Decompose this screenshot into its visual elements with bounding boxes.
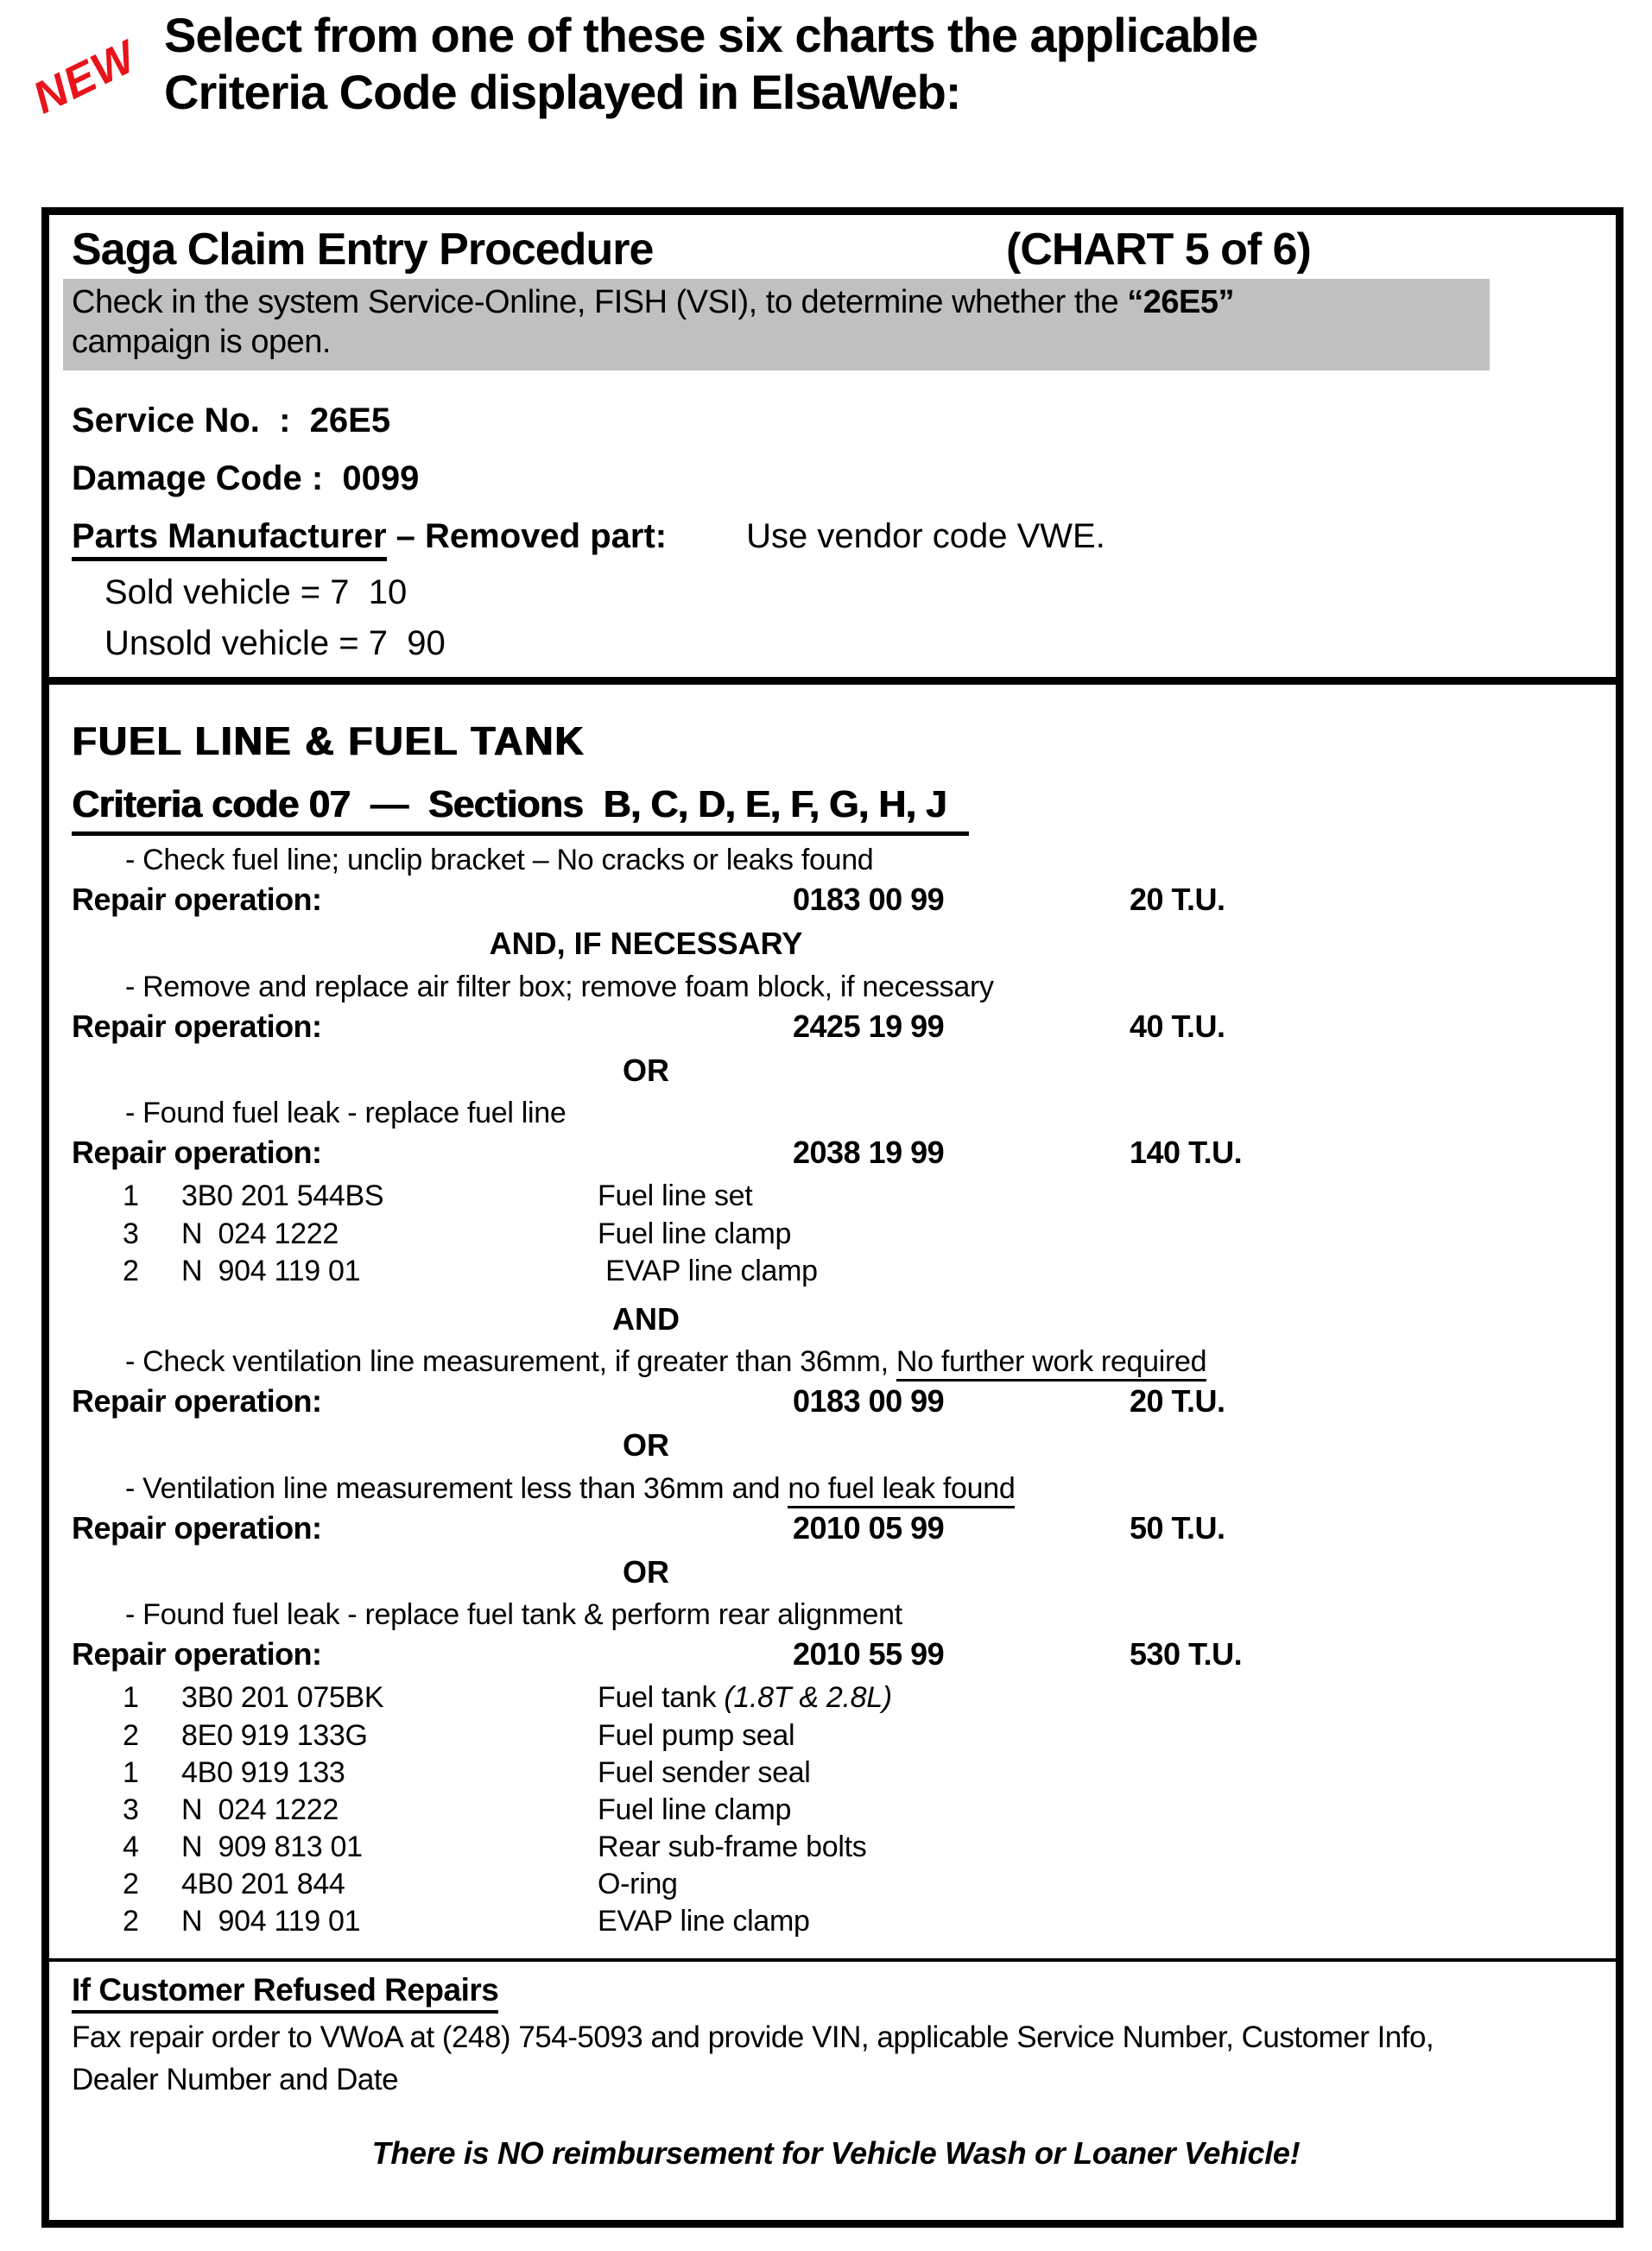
highlight-line1	[72, 283, 1490, 323]
repair-operation-row	[72, 1635, 1616, 1672]
step-bullet	[125, 1597, 1616, 1632]
page-title	[164, 7, 1257, 120]
repair-operation-row	[72, 1509, 1616, 1546]
part-number: N 904 119 01	[181, 1905, 361, 1938]
repair-code: 2425 19 99	[793, 1008, 945, 1044]
part-desc-text: Fuel line clamp	[598, 1793, 792, 1826]
fax-instructions-line1: Fax repair order to VWoA at (248) 754-5093 and provide VIN, applicable Service Number, Customer Info,	[72, 2020, 1434, 2054]
repair-label: Repair operation:	[72, 1509, 322, 1546]
part-row	[123, 1903, 1616, 1940]
bullet-text: - Ventilation line measurement less than 36mm and	[125, 1471, 788, 1505]
no-reimbursement-note: There is NO reimbursement for Vehicle Wash or Loaner Vehicle!	[371, 2135, 1301, 2172]
part-desc	[598, 1253, 1616, 1290]
part-row	[123, 1717, 1616, 1755]
bullet-text: - Check fuel line; unclip bracket – No cracks or leaks found	[125, 844, 874, 877]
parts-list	[72, 1679, 1616, 1940]
part-qty: 2	[123, 1254, 139, 1287]
part-desc	[598, 1216, 1616, 1253]
damage-code: Damage Code : 0099	[72, 459, 420, 498]
campaign-code: “26E5”	[1127, 284, 1234, 320]
logic-connector: OR	[623, 1427, 669, 1464]
repair-label: Repair operation:	[72, 1008, 322, 1044]
part-qty: 3	[123, 1217, 139, 1250]
part-row	[123, 1253, 1616, 1290]
logic-connector: OR	[623, 1052, 669, 1088]
footer	[72, 1962, 1616, 2172]
part-desc-text: EVAP line clamp	[598, 1905, 810, 1938]
parts-list	[72, 1178, 1616, 1290]
part-number: 3B0 201 544BS	[181, 1179, 384, 1213]
part-desc	[598, 1866, 1616, 1903]
repair-code: 2010 55 99	[793, 1636, 945, 1672]
repair-time-units: 530 T.U.	[1130, 1636, 1243, 1672]
step-bullet	[125, 1344, 1616, 1379]
part-desc-text: Rear sub-frame bolts	[598, 1831, 867, 1864]
part-qty: 3	[123, 1793, 139, 1826]
bullet-underlined-text: no fuel leak found	[788, 1472, 1015, 1508]
part-desc	[598, 1903, 1616, 1940]
part-desc-italic: (1.8T & 2.8L)	[724, 1681, 892, 1715]
chart-frame	[41, 207, 1624, 2228]
fuel-section-title: FUEL LINE & FUEL TANK	[72, 718, 585, 764]
part-desc-text: O-ring	[598, 1868, 678, 1901]
part-desc	[598, 1679, 1616, 1717]
part-qty: 2	[123, 1718, 139, 1752]
part-number: N 904 119 01	[181, 1254, 361, 1287]
page-title-line1: Select from one of these six charts the applicable	[164, 8, 1258, 62]
repair-label: Repair operation:	[72, 1383, 322, 1420]
highlight-text: Check in the system Service-Online, FISH (VSI), to determine whether the	[72, 284, 1128, 320]
chart-header	[72, 224, 1616, 279]
part-number: N 024 1222	[181, 1793, 339, 1826]
bullet-underlined-text: No further work required	[896, 1345, 1206, 1382]
part-desc-text: Fuel sender seal	[598, 1755, 811, 1789]
logic-connector: OR	[623, 1553, 669, 1590]
highlight-line2: campaign is open.	[72, 323, 331, 360]
logic-connector: AND	[612, 1300, 680, 1337]
part-qty: 1	[123, 1179, 139, 1213]
part-desc-text: Fuel tank	[598, 1681, 725, 1715]
part-qty: 2	[123, 1868, 139, 1901]
repair-operation-row	[72, 1382, 1616, 1420]
repair-time-units: 50 T.U.	[1130, 1509, 1225, 1546]
sold-vehicle-code: Sold vehicle = 7 10	[104, 573, 408, 612]
claim-info	[72, 402, 1616, 663]
chart-title: Saga Claim Entry Procedure	[72, 224, 654, 275]
parts-manufacturer-line	[72, 517, 1616, 561]
repair-time-units: 40 T.U.	[1130, 1008, 1225, 1044]
part-desc-text: Fuel line clamp	[598, 1217, 792, 1250]
part-row	[123, 1178, 1616, 1215]
step-bullet	[125, 843, 1616, 877]
chart-number: (CHART 5 of 6)	[1006, 224, 1311, 275]
part-number: N 024 1222	[181, 1217, 339, 1250]
repair-time-units: 140 T.U.	[1130, 1135, 1243, 1171]
repair-code: 0183 00 99	[793, 1383, 945, 1420]
repair-label: Repair operation:	[72, 882, 322, 918]
customer-refused-heading: If Customer Refused Repairs	[72, 1972, 498, 2014]
repair-code: 2038 19 99	[793, 1135, 945, 1171]
part-row	[123, 1866, 1616, 1903]
part-desc	[598, 1178, 1616, 1215]
part-desc-text: EVAP line clamp	[598, 1254, 818, 1287]
repair-code: 2010 05 99	[793, 1509, 945, 1546]
step-bullet	[125, 1471, 1616, 1506]
step-bullet	[125, 970, 1616, 1004]
part-desc-text: Fuel pump seal	[598, 1718, 795, 1752]
part-number: 4B0 919 133	[181, 1755, 345, 1789]
part-desc	[598, 1755, 1616, 1792]
part-number: 3B0 201 075BK	[181, 1681, 384, 1715]
bullet-text: - Found fuel leak - replace fuel line	[125, 1097, 566, 1130]
part-qty: 1	[123, 1755, 139, 1789]
part-number: N 909 813 01	[181, 1831, 363, 1864]
step-bullet	[125, 1096, 1616, 1130]
part-desc-text: Fuel line set	[598, 1179, 753, 1213]
part-row	[123, 1829, 1616, 1866]
part-desc	[598, 1792, 1616, 1829]
repair-label: Repair operation:	[72, 1135, 322, 1171]
part-number: 8E0 919 133G	[181, 1718, 368, 1752]
repair-time-units: 20 T.U.	[1130, 882, 1225, 918]
part-row	[123, 1679, 1616, 1717]
fuel-section	[72, 718, 1616, 1940]
removed-part-label: – Removed part:	[386, 517, 668, 556]
fax-instructions-line2: Dealer Number and Date	[72, 2063, 399, 2097]
logic-connector: AND, IF NECESSARY	[489, 926, 803, 962]
repair-operation-row	[72, 1008, 1616, 1045]
repair-operation-row	[72, 1134, 1616, 1171]
part-desc	[598, 1717, 1616, 1755]
repair-operation-row	[72, 881, 1616, 918]
vendor-code-note: Use vendor code VWE.	[746, 517, 1105, 556]
part-qty: 4	[123, 1831, 139, 1864]
unsold-vehicle-code: Unsold vehicle = 7 90	[104, 624, 446, 663]
part-row	[123, 1792, 1616, 1829]
new-stamp: NEW	[25, 31, 144, 124]
bullet-text: - Check ventilation line measurement, if greater than 36mm,	[125, 1345, 896, 1379]
repair-label: Repair operation:	[72, 1636, 322, 1672]
parts-manufacturer-label: Parts Manufacturer	[72, 517, 387, 561]
part-qty: 1	[123, 1681, 139, 1715]
repair-time-units: 20 T.U.	[1130, 1383, 1225, 1420]
part-qty: 2	[123, 1905, 139, 1938]
part-row	[123, 1216, 1616, 1253]
part-desc	[598, 1829, 1616, 1866]
part-row	[123, 1755, 1616, 1792]
page-title-line2: Criteria Code displayed in ElsaWeb:	[164, 64, 961, 119]
criteria-code-heading: Criteria code 07 — Sections B, C, D, E, F, G, H, J	[72, 783, 969, 836]
section-divider	[49, 677, 1616, 685]
part-number: 4B0 201 844	[181, 1868, 345, 1901]
campaign-check-highlight	[63, 279, 1490, 370]
bullet-text: - Found fuel leak - replace fuel tank & perform rear alignment	[125, 1598, 902, 1632]
repair-code: 0183 00 99	[793, 882, 945, 918]
service-number: Service No. : 26E5	[72, 402, 391, 440]
bullet-text: - Remove and replace air filter box; remove foam block, if necessary	[125, 970, 994, 1003]
